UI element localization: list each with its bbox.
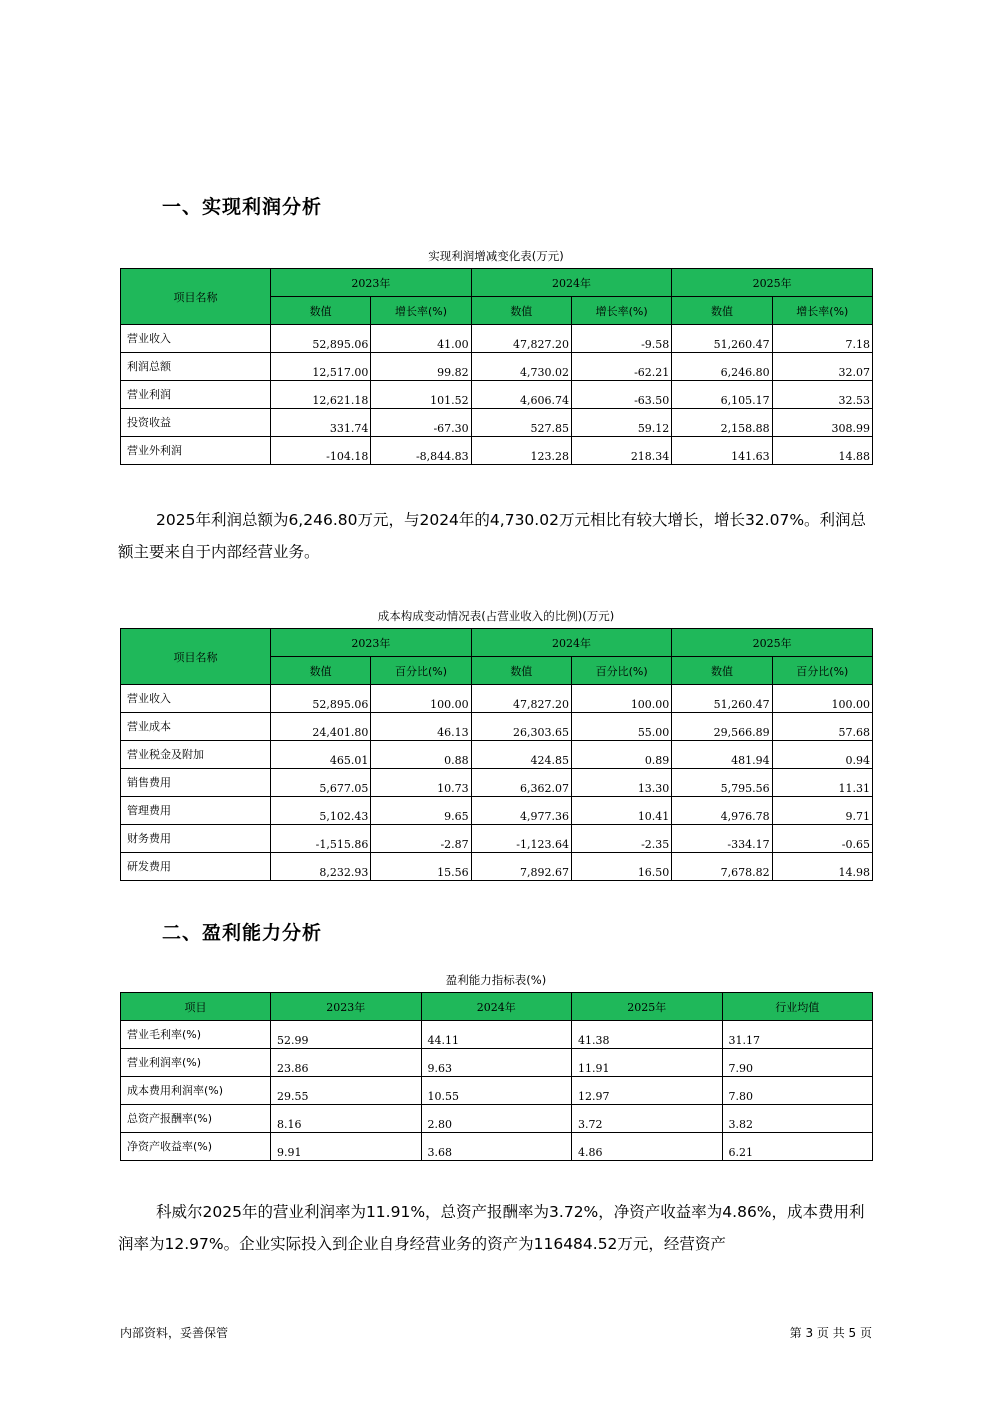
item-header: 项目名称 bbox=[121, 269, 271, 325]
row-label: 管理费用 bbox=[121, 797, 271, 825]
table-cell: 7,678.82 bbox=[672, 853, 772, 881]
table-cell: 24,401.80 bbox=[271, 713, 371, 741]
row-label: 利润总额 bbox=[121, 353, 271, 381]
table-cell: 29,566.89 bbox=[672, 713, 772, 741]
year-header: 2023年 bbox=[271, 629, 472, 657]
table-cell: 59.12 bbox=[571, 409, 671, 437]
table-cell: 5,677.05 bbox=[271, 769, 371, 797]
table-cell: 32.53 bbox=[772, 381, 872, 409]
row-label: 营业税金及附加 bbox=[121, 741, 271, 769]
table-cell: -0.65 bbox=[772, 825, 872, 853]
table-cell: 55.00 bbox=[571, 713, 671, 741]
table-cell: 331.74 bbox=[271, 409, 371, 437]
sub-header: 数值 bbox=[672, 657, 772, 685]
table-cell: 14.88 bbox=[772, 437, 872, 465]
table-cell: 100.00 bbox=[571, 685, 671, 713]
table-cell: -63.50 bbox=[571, 381, 671, 409]
col-header: 2023年 bbox=[271, 993, 422, 1021]
table-cell: 8.16 bbox=[271, 1105, 422, 1133]
year-header: 2024年 bbox=[471, 629, 672, 657]
table-cell: 51,260.47 bbox=[672, 325, 772, 353]
table-cell: 4.86 bbox=[572, 1133, 723, 1161]
item-header: 项目名称 bbox=[121, 629, 271, 685]
table-cell: 123.28 bbox=[471, 437, 571, 465]
year-header: 2023年 bbox=[271, 269, 472, 297]
table-row bbox=[121, 713, 873, 741]
table-cell: 218.34 bbox=[571, 437, 671, 465]
table-cell: 101.52 bbox=[371, 381, 471, 409]
table-cell: 7.80 bbox=[722, 1077, 873, 1105]
row-label: 营业成本 bbox=[121, 713, 271, 741]
table-cell: -104.18 bbox=[271, 437, 371, 465]
row-label: 营业外利润 bbox=[121, 437, 271, 465]
profit-change-table bbox=[120, 268, 873, 465]
table-cell: -8,844.83 bbox=[371, 437, 471, 465]
year-header: 2025年 bbox=[672, 629, 873, 657]
profit-paragraph bbox=[118, 504, 874, 568]
table-cell: -62.21 bbox=[571, 353, 671, 381]
table-cell: 23.86 bbox=[271, 1049, 422, 1077]
table-row bbox=[121, 685, 873, 713]
section-title-profitability: 二、盈利能力分析 bbox=[162, 922, 323, 944]
table-cell: 12.97 bbox=[572, 1077, 723, 1105]
row-label: 营业收入 bbox=[121, 325, 271, 353]
table-cell: 3.72 bbox=[572, 1105, 723, 1133]
table-cell: 465.01 bbox=[271, 741, 371, 769]
sub-header: 百分比(%) bbox=[371, 657, 471, 685]
table-cell: 0.88 bbox=[371, 741, 471, 769]
sub-header: 数值 bbox=[271, 297, 371, 325]
table-cell: 44.11 bbox=[421, 1021, 572, 1049]
table-cell: 14.98 bbox=[772, 853, 872, 881]
table-cell: 8,232.93 bbox=[271, 853, 371, 881]
table-cell: -2.87 bbox=[371, 825, 471, 853]
table-cell: 100.00 bbox=[772, 685, 872, 713]
row-label: 成本费用利润率(%) bbox=[121, 1077, 271, 1105]
table-cell: 100.00 bbox=[371, 685, 471, 713]
table-cell: -334.17 bbox=[672, 825, 772, 853]
table-cell: -1,123.64 bbox=[471, 825, 571, 853]
table-cell: 4,606.74 bbox=[471, 381, 571, 409]
table-cell: 32.07 bbox=[772, 353, 872, 381]
cost-structure-table bbox=[120, 628, 873, 881]
row-label: 销售费用 bbox=[121, 769, 271, 797]
table-row bbox=[121, 741, 873, 769]
row-label: 总资产报酬率(%) bbox=[121, 1105, 271, 1133]
paragraph-text: 科威尔2025年的营业利润率为11.91%，总资产报酬率为3.72%，净资产收益率为4.86%，成本费用利润率为12.97%。企业实际投入到企业自身经营业务的资产为116484.52万元，经营资产 bbox=[118, 1203, 865, 1253]
table1-caption: 实现利润增减变化表(万元) bbox=[428, 249, 564, 263]
table-cell: 12,621.18 bbox=[271, 381, 371, 409]
year-header: 2024年 bbox=[471, 269, 672, 297]
row-label: 营业利润率(%) bbox=[121, 1049, 271, 1077]
table-cell: 52,895.06 bbox=[271, 325, 371, 353]
table-cell: 7.18 bbox=[772, 325, 872, 353]
table-row bbox=[121, 797, 873, 825]
table-cell: 5,795.56 bbox=[672, 769, 772, 797]
table-cell: 4,730.02 bbox=[471, 353, 571, 381]
col-header: 2025年 bbox=[572, 993, 723, 1021]
row-label: 营业毛利率(%) bbox=[121, 1021, 271, 1049]
table-cell: 15.56 bbox=[371, 853, 471, 881]
year-header: 2025年 bbox=[672, 269, 873, 297]
table-cell: 6,246.80 bbox=[672, 353, 772, 381]
table-cell: 16.50 bbox=[571, 853, 671, 881]
table-cell: 7,892.67 bbox=[471, 853, 571, 881]
sub-header: 增长率(%) bbox=[371, 297, 471, 325]
table-cell: 9.65 bbox=[371, 797, 471, 825]
table1-body bbox=[121, 325, 873, 465]
table-cell: 11.31 bbox=[772, 769, 872, 797]
table-cell: 3.82 bbox=[722, 1105, 873, 1133]
table-cell: 52.99 bbox=[271, 1021, 422, 1049]
table2-caption: 成本构成变动情况表(占营业收入的比例)(万元) bbox=[377, 609, 615, 623]
table-row bbox=[121, 1133, 873, 1161]
table-cell: 51,260.47 bbox=[672, 685, 772, 713]
table-row bbox=[121, 437, 873, 465]
table-cell: 26,303.65 bbox=[471, 713, 571, 741]
table-cell: 9.91 bbox=[271, 1133, 422, 1161]
table-row bbox=[121, 409, 873, 437]
table-cell: 6.21 bbox=[722, 1133, 873, 1161]
sub-header: 百分比(%) bbox=[571, 657, 671, 685]
table-cell: 4,977.36 bbox=[471, 797, 571, 825]
table-cell: 0.94 bbox=[772, 741, 872, 769]
table-cell: 9.71 bbox=[772, 797, 872, 825]
table-cell: 5,102.43 bbox=[271, 797, 371, 825]
table-cell: 527.85 bbox=[471, 409, 571, 437]
paragraph-text: 2025年利润总额为6,246.80万元，与2024年的4,730.02万元相比有较大增长，增长32.07%。利润总额主要来自于内部经营业务。 bbox=[118, 511, 867, 561]
table-cell: 141.63 bbox=[672, 437, 772, 465]
table-cell: 10.41 bbox=[571, 797, 671, 825]
table-cell: 308.99 bbox=[772, 409, 872, 437]
col-header: 2024年 bbox=[421, 993, 572, 1021]
table-cell: 47,827.20 bbox=[471, 325, 571, 353]
table-cell: 3.68 bbox=[421, 1133, 572, 1161]
table-cell: 0.89 bbox=[571, 741, 671, 769]
table-row bbox=[121, 381, 873, 409]
table-cell: 6,105.17 bbox=[672, 381, 772, 409]
col-header: 项目 bbox=[121, 993, 271, 1021]
table-row bbox=[121, 1077, 873, 1105]
table-cell: 9.63 bbox=[421, 1049, 572, 1077]
table-cell: 46.13 bbox=[371, 713, 471, 741]
table3-body bbox=[121, 1021, 873, 1161]
table-cell: 6,362.07 bbox=[471, 769, 571, 797]
row-label: 财务费用 bbox=[121, 825, 271, 853]
table-cell: 57.68 bbox=[772, 713, 872, 741]
table-cell: 41.00 bbox=[371, 325, 471, 353]
table3-caption: 盈利能力指标表(%) bbox=[445, 973, 547, 987]
table-cell: -9.58 bbox=[571, 325, 671, 353]
table-cell: 41.38 bbox=[572, 1021, 723, 1049]
table-cell: -1,515.86 bbox=[271, 825, 371, 853]
table-cell: 4,976.78 bbox=[672, 797, 772, 825]
table-row bbox=[121, 1021, 873, 1049]
sub-header: 数值 bbox=[672, 297, 772, 325]
row-label: 研发费用 bbox=[121, 853, 271, 881]
profitability-table bbox=[120, 992, 873, 1161]
sub-header: 增长率(%) bbox=[772, 297, 872, 325]
row-label: 投资收益 bbox=[121, 409, 271, 437]
page-number: 第 3 页 共 5 页 bbox=[789, 1326, 872, 1340]
row-label: 净资产收益率(%) bbox=[121, 1133, 271, 1161]
table-row bbox=[121, 325, 873, 353]
table-cell: 10.73 bbox=[371, 769, 471, 797]
table-row bbox=[121, 1049, 873, 1077]
col-header: 行业均值 bbox=[722, 993, 873, 1021]
table-cell: 11.91 bbox=[572, 1049, 723, 1077]
table-cell: 424.85 bbox=[471, 741, 571, 769]
table-cell: 99.82 bbox=[371, 353, 471, 381]
table-row bbox=[121, 853, 873, 881]
table-row bbox=[121, 1105, 873, 1133]
table-row bbox=[121, 769, 873, 797]
table-cell: 29.55 bbox=[271, 1077, 422, 1105]
table-cell: 2.80 bbox=[421, 1105, 572, 1133]
table-cell: -67.30 bbox=[371, 409, 471, 437]
table-cell: -2.35 bbox=[571, 825, 671, 853]
row-label: 营业利润 bbox=[121, 381, 271, 409]
profitability-paragraph bbox=[118, 1196, 874, 1260]
footer-note: 内部资料，妥善保管 bbox=[120, 1326, 229, 1340]
table-cell: 47,827.20 bbox=[471, 685, 571, 713]
sub-header: 百分比(%) bbox=[772, 657, 872, 685]
row-label: 营业收入 bbox=[121, 685, 271, 713]
table-cell: 10.55 bbox=[421, 1077, 572, 1105]
table2-body bbox=[121, 685, 873, 881]
sub-header: 数值 bbox=[471, 297, 571, 325]
table-cell: 7.90 bbox=[722, 1049, 873, 1077]
table-cell: 31.17 bbox=[722, 1021, 873, 1049]
sub-header: 增长率(%) bbox=[571, 297, 671, 325]
sub-header: 数值 bbox=[271, 657, 371, 685]
table-row bbox=[121, 825, 873, 853]
table-row bbox=[121, 353, 873, 381]
sub-header: 数值 bbox=[471, 657, 571, 685]
table-cell: 481.94 bbox=[672, 741, 772, 769]
section-title-profit: 一、实现利润分析 bbox=[162, 196, 323, 218]
table-cell: 12,517.00 bbox=[271, 353, 371, 381]
table-cell: 13.30 bbox=[571, 769, 671, 797]
table-cell: 52,895.06 bbox=[271, 685, 371, 713]
table-cell: 2,158.88 bbox=[672, 409, 772, 437]
